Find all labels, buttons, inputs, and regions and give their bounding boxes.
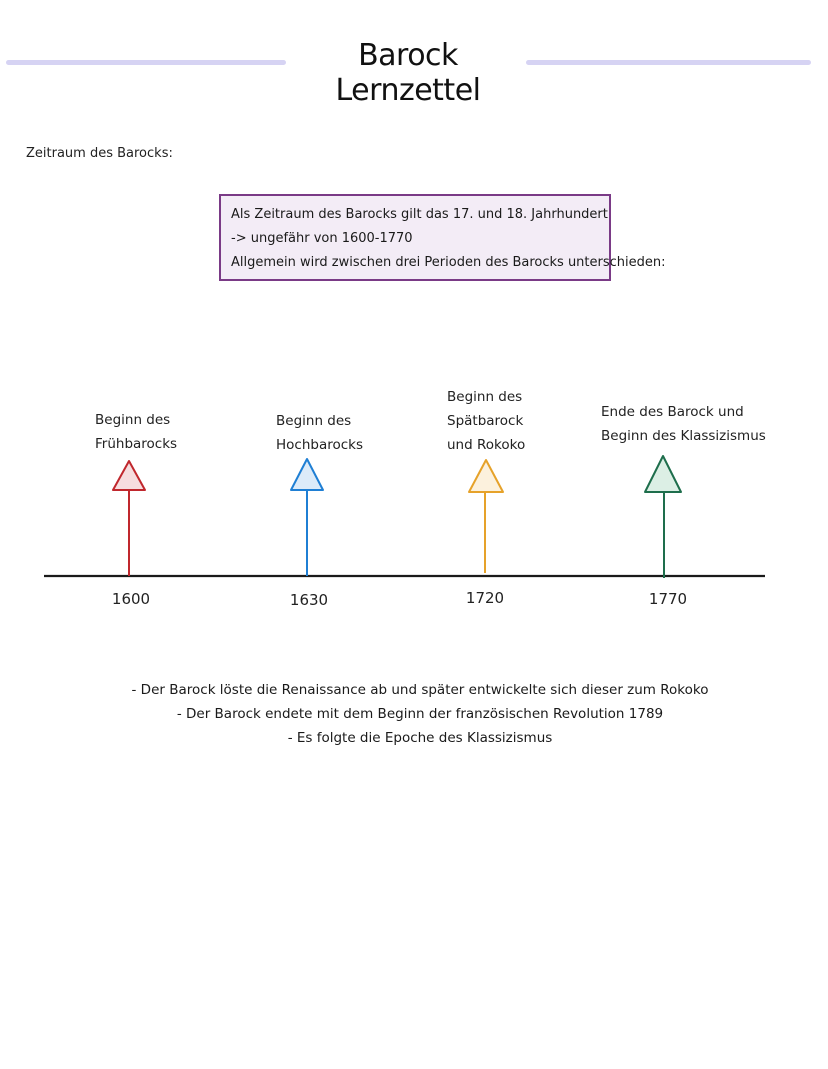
timeline-arrow-1600 bbox=[113, 461, 145, 576]
info-line-2: -> ungefähr von 1600-1770 bbox=[231, 231, 413, 246]
event-label-1630-line-1: Beginn des bbox=[276, 413, 352, 429]
event-label-1770 bbox=[601, 400, 766, 448]
event-label-1720-line-3: und Rokoko bbox=[447, 437, 526, 453]
event-label-1600-line-1: Beginn des bbox=[95, 412, 171, 428]
timeline-arrow-1720 bbox=[469, 460, 503, 573]
note-line-3: - Es folgte die Epoche des Klassizismus bbox=[287, 730, 553, 746]
year-label-1630: 1630 bbox=[289, 591, 329, 609]
info-line-1: Als Zeitraum des Barocks gilt das 17. und 18. Jahrhundert bbox=[231, 207, 608, 222]
note-line-1: - Der Barock löste die Renaissance ab und später entwickelte sich dieser zum Rokoko bbox=[131, 682, 709, 698]
page-title: Barock Lernzettel bbox=[335, 38, 481, 108]
event-label-1630-line-2: Hochbarocks bbox=[276, 437, 364, 453]
event-label-1600-line-2: Frühbarocks bbox=[95, 436, 178, 452]
notes bbox=[100, 678, 740, 750]
timeline-arrow-1770 bbox=[645, 456, 681, 578]
year-label-1720: 1720 bbox=[465, 589, 505, 607]
event-label-1770-line-2: Beginn des Klassizismus bbox=[601, 428, 766, 444]
section-label-zeitraum: Zeitraum des Barocks: bbox=[26, 146, 173, 161]
arrow-head-1770 bbox=[645, 456, 681, 492]
info-line-3: Allgemein wird zwischen drei Perioden des Barocks unterschieden: bbox=[231, 255, 666, 270]
event-label-1720-line-1: Beginn des bbox=[447, 389, 523, 405]
year-label-1770: 1770 bbox=[648, 590, 688, 608]
timeline-arrow-1630 bbox=[291, 459, 323, 576]
year-label-1600: 1600 bbox=[111, 590, 151, 608]
event-label-1720 bbox=[447, 385, 525, 457]
event-label-1770-line-1: Ende des Barock und bbox=[601, 404, 744, 420]
arrow-head-1600 bbox=[113, 461, 145, 490]
arrow-head-1720 bbox=[469, 460, 503, 492]
event-label-1630 bbox=[276, 409, 363, 457]
event-label-1600 bbox=[95, 408, 177, 456]
event-label-1720-line-2: Spätbarock bbox=[447, 413, 524, 429]
note-line-2: - Der Barock endete mit dem Beginn der französischen Revolution 1789 bbox=[176, 706, 664, 722]
arrow-head-1630 bbox=[291, 459, 323, 490]
